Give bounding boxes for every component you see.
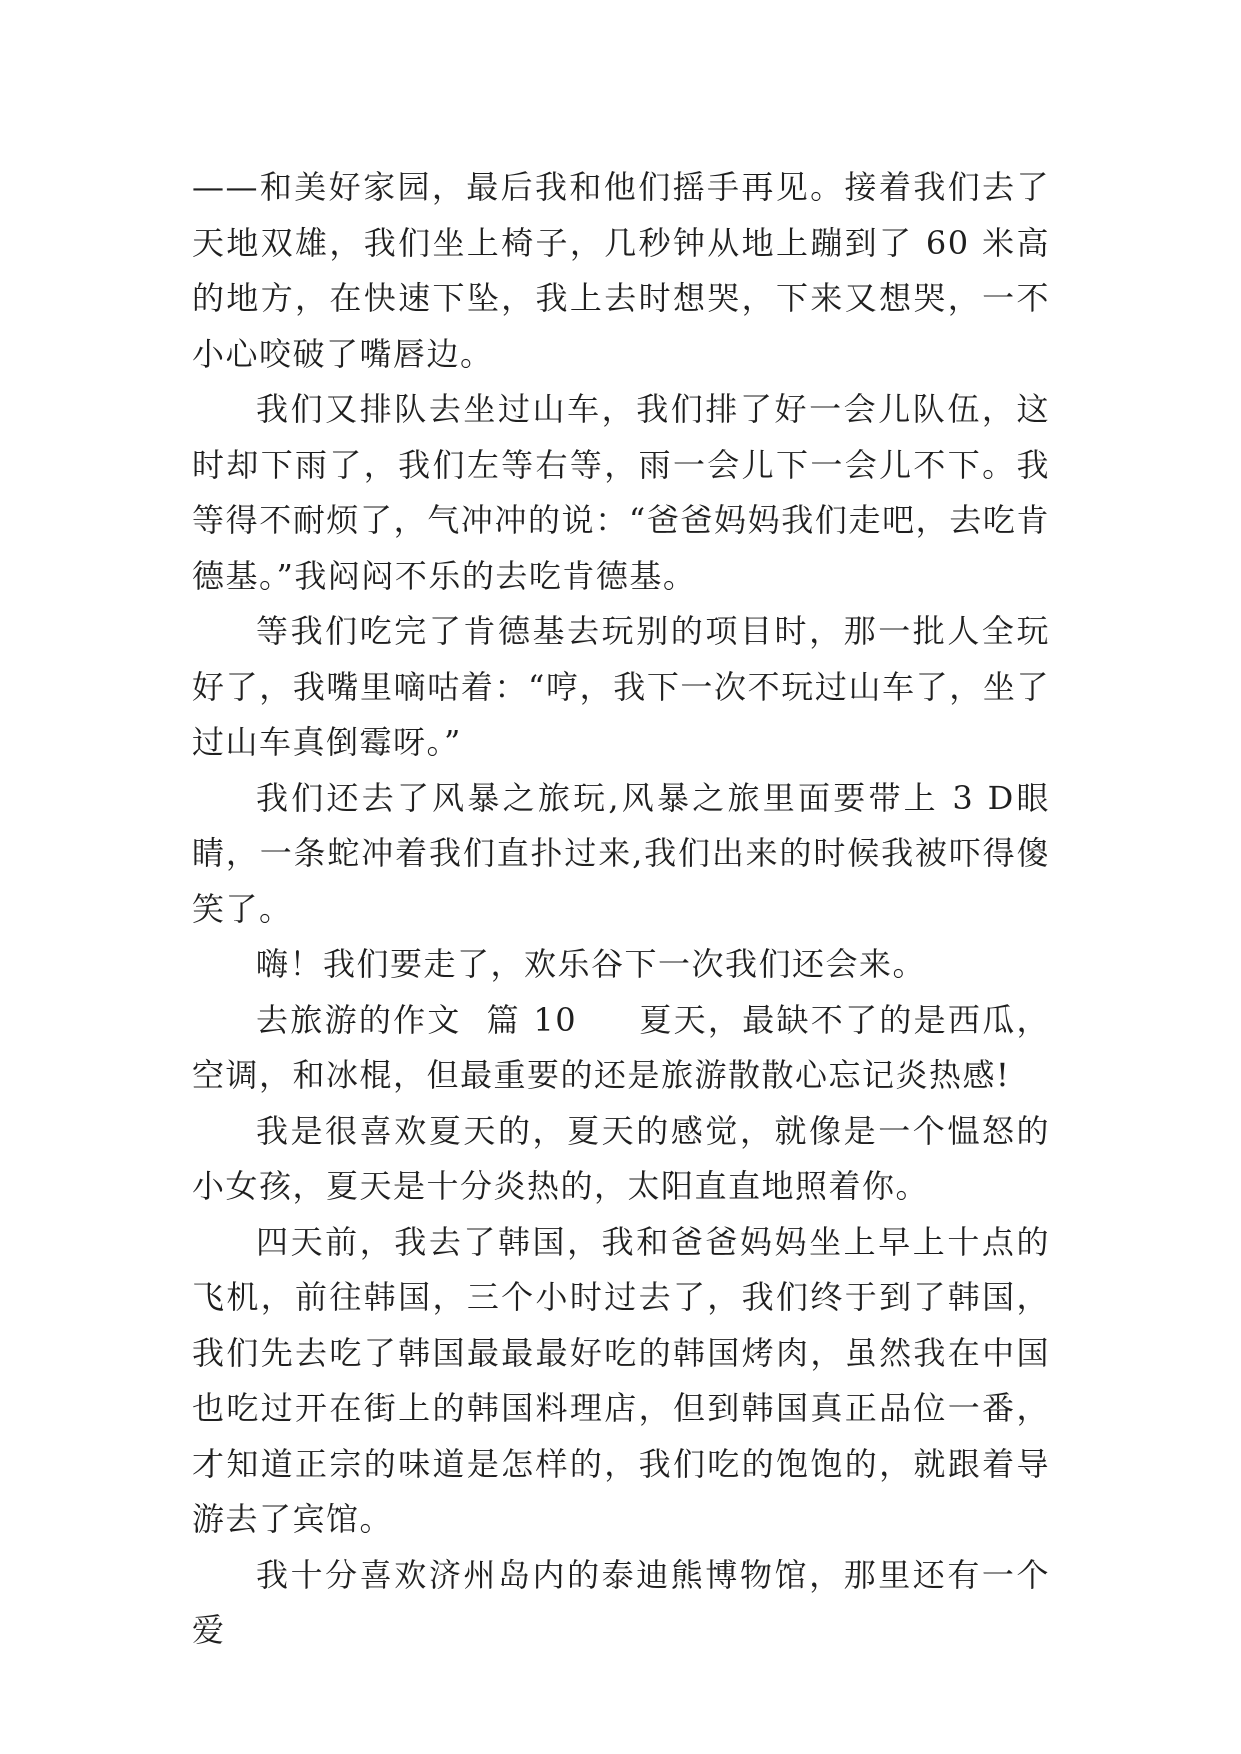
paragraph-3: 等我们吃完了肯德基去玩别的项目时，那一批人全玩好了，我嘴里嘀咕着：“哼，我下一次不玩过山车了，坐了过山车真倒霉呀。” bbox=[192, 612, 1050, 761]
paragraph-7: 我是很喜欢夏天的，夏天的感觉，就像是一个愠怒的小女孩，夏天是十分炎热的，太阳直直地照着你。 bbox=[192, 1111, 1050, 1205]
paragraph-9: 我十分喜欢济州岛内的泰迪熊博物馆，那里还有一个爱 bbox=[192, 1555, 1050, 1649]
paragraph-5: 嗨！我们要走了，欢乐谷下一次我们还会来。 bbox=[256, 945, 927, 983]
paragraph-8: 四天前，我去了韩国，我和爸爸妈妈坐上早上十点的飞机，前往韩国，三个小时过去了，我们终于到了韩国，我们先去吃了韩国最最最好吃的韩国烤肉，虽然我在中国也吃过开在街上的韩国料理店，但到韩国真正品位一番，才知道正宗的味道是怎样的，我们吃的饱饱的，就跟着导游去了宾馆。 bbox=[192, 1222, 1050, 1538]
paragraph-6: 去旅游的作文 篇 10 夏天，最缺不了的是西瓜，空调，和冰棍，但最重要的还是旅游散散心忘记炎热感! bbox=[192, 1000, 1050, 1094]
paragraph-2: 我们又排队去坐过山车，我们排了好一会儿队伍，这时却下雨了，我们左等右等，雨一会儿下一会儿不下。我等得不耐烦了，气冲冲的说：“爸爸妈妈我们走吧，去吃肯德基。”我闷闷不乐的去吃肯德基。 bbox=[192, 390, 1050, 595]
document-body bbox=[192, 160, 1050, 1659]
paragraph-1: ——和美好家园，最后我和他们摇手再见。接着我们去了天地双雄，我们坐上椅子，几秒钟从地上蹦到了 60 米高的地方，在快速下坠，我上去时想哭，下来又想哭，一不小心咬破了嘴唇边。 bbox=[192, 168, 1050, 373]
paragraph-4: 我们还去了风暴之旅玩,风暴之旅里面要带上 3 D眼睛，一条蛇冲着我们直扑过来,我们出来的时候我被吓得傻笑了。 bbox=[192, 778, 1050, 928]
